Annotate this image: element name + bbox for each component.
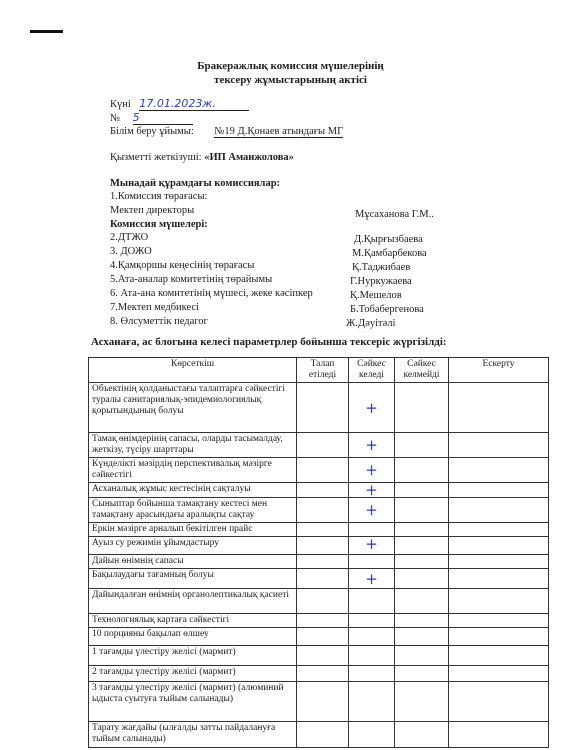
required-cell: [297, 537, 349, 555]
required-cell: [297, 383, 349, 433]
table-row: [89, 646, 549, 666]
required-cell: [297, 589, 349, 614]
indicator-cell: 10 порцияны бақылап өлшеу: [89, 628, 297, 646]
indicator-cell: 3 тағамды үлестіру желісі (мармит) (алюминий ыдыста суытуға тыйым салынады): [89, 682, 297, 722]
member-role: 5.Ата-аналар комитетінің төрайымы: [110, 274, 273, 285]
school-line: [110, 126, 343, 138]
not-match-cell: [395, 614, 449, 628]
member-name: Д.Қырғызбаева: [354, 234, 423, 245]
not-match-cell: [395, 589, 449, 614]
document-title-line-1: Бракеражлық комиссия мүшелерінің: [197, 60, 384, 72]
column-header-required: Талап етіледі: [297, 358, 349, 383]
indicator-cell: Күнделікті мәзірдің перспективалық мәзірге сәйкестігі: [89, 458, 297, 483]
match-mark: +: [349, 483, 395, 498]
member-role: 4.Қамқоршы кеңесінің төрағасы: [110, 260, 255, 271]
not-match-cell: [395, 555, 449, 569]
note-cell: [449, 498, 549, 523]
required-cell: [297, 569, 349, 589]
note-cell: [449, 682, 549, 722]
member-role: 2.ДТЖО: [110, 232, 149, 243]
not-match-cell: [395, 458, 449, 483]
member-role: 7.Мектеп медбикесі: [110, 302, 199, 313]
not-match-cell: [395, 666, 449, 682]
member-role: 3. ДОЖО: [110, 246, 152, 257]
indicator-cell: Тамақ өнімдерінің сапасы, оларды тасымалдау, жеткізу, түсіру шарттары: [89, 433, 297, 458]
required-cell: [297, 628, 349, 646]
table-row: [89, 458, 549, 483]
indicator-cell: Тарату жағдайы (ылғалды затты пайдалануға тыйым салынады): [89, 722, 297, 748]
table-row: [89, 433, 549, 458]
table-row: [89, 589, 549, 614]
provider-value: «ИП Аманжолова»: [204, 152, 294, 163]
match-mark: [349, 646, 395, 666]
table-row: [89, 537, 549, 555]
table-row: [89, 383, 549, 433]
table-row: [89, 569, 549, 589]
match-mark: +: [349, 433, 395, 458]
school-value: №19 Д.Қонаев атындағы МГ: [214, 126, 344, 137]
not-match-cell: [395, 433, 449, 458]
required-cell: [297, 722, 349, 748]
match-mark: [349, 666, 395, 682]
chair-name: Мұсаханова Г.М..: [355, 209, 434, 220]
table-row: [89, 614, 549, 628]
member-role: 8. Өлсуметтік педагог: [110, 316, 208, 327]
not-match-cell: [395, 523, 449, 537]
column-header-matches: Сәйкес келеді: [349, 358, 395, 383]
table-row: [89, 555, 549, 569]
header-dash-mark: [30, 30, 63, 33]
column-header-not-matches: Сәйкес келмейді: [395, 358, 449, 383]
indicator-cell: Бақылаудағы тағамның болуы: [89, 569, 297, 589]
required-cell: [297, 458, 349, 483]
note-cell: [449, 383, 549, 433]
note-cell: [449, 614, 549, 628]
match-mark: +: [349, 569, 395, 589]
not-match-cell: [395, 383, 449, 433]
school-label: Білім беру ұйымы:: [110, 126, 194, 137]
chair-title: 1.Комиссия төрағасы:: [110, 191, 208, 202]
required-cell: [297, 433, 349, 458]
required-cell: [297, 498, 349, 523]
required-cell: [297, 646, 349, 666]
number-line: [110, 111, 193, 125]
match-mark: [349, 555, 395, 569]
members-title: Комиссия мүшелері:: [110, 219, 208, 230]
match-mark: +: [349, 383, 395, 433]
table-row: [89, 628, 549, 646]
not-match-cell: [395, 498, 449, 523]
table-row: [89, 498, 549, 523]
indicator-cell: Еркін мәзірге арналып бекітілген прайс: [89, 523, 297, 537]
table-row: [89, 666, 549, 682]
match-mark: [349, 722, 395, 748]
match-mark: +: [349, 537, 395, 555]
required-cell: [297, 483, 349, 498]
table-header-row: [89, 358, 549, 383]
date-value: 17.01.2023ж.: [139, 97, 249, 111]
column-header-note: Ескерту: [449, 358, 549, 383]
not-match-cell: [395, 646, 449, 666]
indicator-cell: 2 тағамды үлестіру желісі (мармит): [89, 666, 297, 682]
not-match-cell: [395, 569, 449, 589]
column-header-indicator: Көрсеткіш: [89, 358, 297, 383]
inspection-table: [88, 357, 549, 748]
indicator-cell: Объектінің қолданыстағы талаптарға сәйкестігі туралы санитариялық-эпидемиологиялық қорытындының болуы: [89, 383, 297, 433]
number-value: 5: [133, 111, 193, 125]
required-cell: [297, 682, 349, 722]
note-cell: [449, 589, 549, 614]
chair-role: Мектеп директоры: [110, 205, 195, 216]
indicator-cell: Дайындалған өнімнің органолептикалық қасиеті: [89, 589, 297, 614]
not-match-cell: [395, 483, 449, 498]
indicator-cell: Ауыз су режимін ұйымдастыру: [89, 537, 297, 555]
note-cell: [449, 722, 549, 748]
provider-label: Қызметті жеткізуші:: [110, 152, 202, 163]
number-label: №: [110, 113, 121, 124]
member-name: Г.Нуркужаева: [350, 276, 412, 287]
note-cell: [449, 458, 549, 483]
not-match-cell: [395, 628, 449, 646]
note-cell: [449, 646, 549, 666]
member-name: Б.Тобабергенова: [350, 304, 424, 315]
not-match-cell: [395, 537, 449, 555]
not-match-cell: [395, 682, 449, 722]
match-mark: +: [349, 458, 395, 483]
member-name: Ж.Дәуітәлі: [346, 318, 396, 329]
member-name: Қ.Мешелов: [350, 290, 402, 301]
match-mark: [349, 614, 395, 628]
indicator-cell: Сыныптар бойынша тамақтану кестесі мен тамақтану арасындағы аралықты сақтау: [89, 498, 297, 523]
provider-line: [110, 152, 294, 163]
date-line: [110, 97, 249, 111]
match-mark: [349, 589, 395, 614]
note-cell: [449, 666, 549, 682]
inspection-heading: Асханаға, ас блогына келесі параметрлер бойынша тексеріс жүргізілді:: [91, 336, 447, 348]
required-cell: [297, 523, 349, 537]
indicator-cell: Дайын өнімнің сапасы: [89, 555, 297, 569]
note-cell: [449, 433, 549, 458]
not-match-cell: [395, 722, 449, 748]
match-mark: [349, 682, 395, 722]
indicator-cell: 1 тағамды үлестіру желісі (мармит): [89, 646, 297, 666]
table-row: [89, 483, 549, 498]
table-row: [89, 682, 549, 722]
date-label: Күні: [110, 99, 131, 110]
note-cell: [449, 555, 549, 569]
table-row: [89, 722, 549, 748]
indicator-cell: Асханалық жұмыс кестесінің сақталуы: [89, 483, 297, 498]
member-name: М.Қамбарбекова: [352, 248, 427, 259]
member-name: Қ.Таджибаев: [352, 262, 411, 273]
note-cell: [449, 537, 549, 555]
table-row: [89, 523, 549, 537]
indicator-cell: Технологиялық картаға сәйкестігі: [89, 614, 297, 628]
match-mark: +: [349, 498, 395, 523]
match-mark: [349, 628, 395, 646]
member-role: 6. Ата-ана комитетінің мүшесі, жеке кәсіпкер: [110, 288, 313, 299]
note-cell: [449, 523, 549, 537]
note-cell: [449, 569, 549, 589]
note-cell: [449, 483, 549, 498]
required-cell: [297, 666, 349, 682]
note-cell: [449, 628, 549, 646]
required-cell: [297, 555, 349, 569]
commission-heading: Мынадай құрамдағы комиссиялар:: [110, 178, 281, 189]
required-cell: [297, 614, 349, 628]
document-title-line-2: тексеру жұмыстарының актісі: [214, 74, 367, 86]
